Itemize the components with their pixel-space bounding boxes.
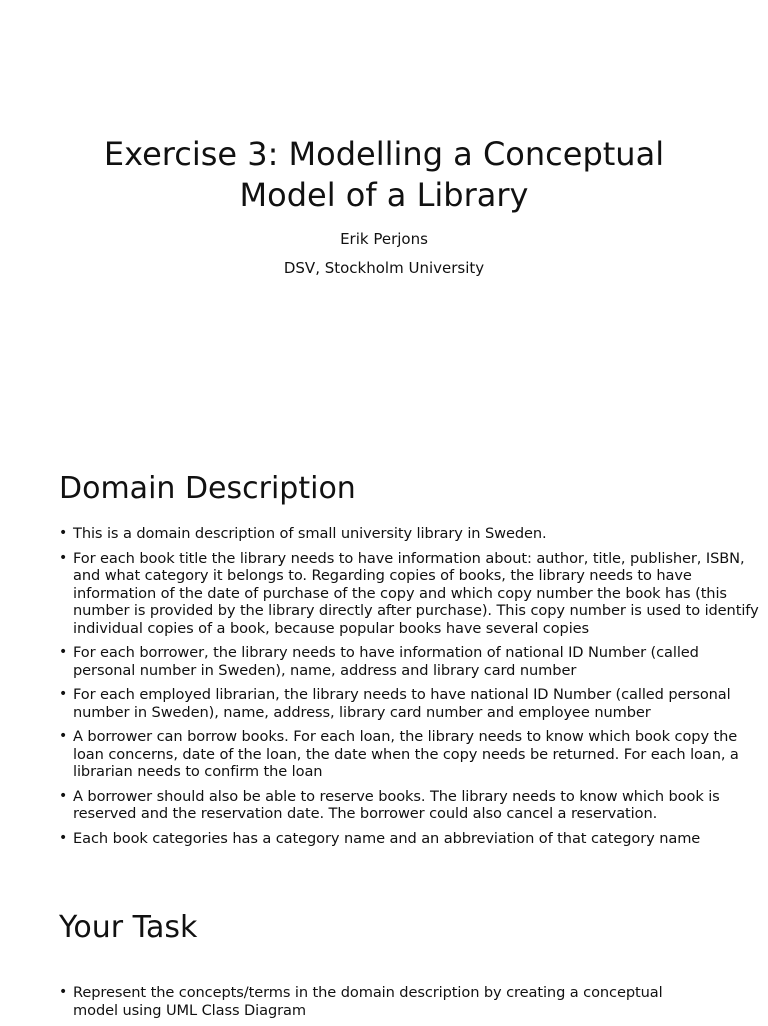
bullet-item [59, 830, 759, 848]
bullet-text-line: Represent the concepts/terms in the domain description by creating a conceptual [73, 984, 663, 1001]
bullet-text-line: This is a domain description of small university library in Sweden. [73, 525, 547, 542]
bullet-marker: • [59, 549, 68, 566]
bullet-text-line: A borrower should also be able to reserve books. The library needs to know which book is [73, 787, 720, 805]
bullet-item [59, 550, 759, 638]
bullet-marker: • [59, 644, 68, 660]
title-line: Model of a Library [239, 176, 529, 215]
bullet-marker: • [59, 686, 68, 702]
bullet-item [59, 525, 759, 543]
bullet-item [59, 788, 759, 823]
bullet-text-line: information of the date of purchase of the copy and which copy number the book has (this [73, 584, 727, 602]
title-line: Exercise 3: Modelling a Conceptual [103, 135, 665, 174]
bullet-marker: • [59, 787, 68, 804]
author-affiliation: DSV, Stockholm University [283, 259, 485, 277]
bullet-text-line: For each borrower, the library needs to have information of national ID Number (called [73, 644, 699, 661]
bullet-text-line: loan concerns, date of the loan, the date when the copy needs be returned. For each loan, a [73, 745, 739, 763]
bullet-marker: • [59, 728, 68, 744]
domain-description-slide [0, 440, 768, 880]
task-slide [0, 880, 768, 1024]
bullet-text-line: number is provided by the library directly after purchase). This copy number is used to identify [73, 602, 759, 619]
slide-heading: Your Task [59, 910, 198, 945]
bullet-item [59, 728, 759, 781]
bullet-text-line: number in Sweden), name, address, library card number and employee number [73, 703, 651, 721]
author-name: Erik Perjons [340, 230, 428, 248]
bullet-text-line: For each employed librarian, the library needs to have national ID Number (called personal [73, 686, 731, 703]
bullet-item [59, 686, 759, 721]
title-slide [0, 0, 768, 440]
bullet-text-line: and what category it belongs to. Regarding copies of books, the library needs to have [73, 567, 692, 584]
slide-heading: Domain Description [59, 471, 356, 506]
bullet-item [59, 644, 759, 679]
bullet-marker: • [59, 525, 68, 541]
bullet-text-line: personal number in Sweden), name, address and library card number [73, 661, 577, 679]
presentation-title [0, 134, 768, 216]
bullet-item [59, 984, 759, 1019]
bullet-text-line: Each book categories has a category name and an abbreviation of that category name [73, 829, 701, 847]
bullet-marker: • [59, 984, 68, 1000]
bullet-text-line: librarian needs to confirm the loan [73, 763, 323, 780]
bullet-text-line: individual copies of a book, because popular books have several copies [73, 619, 590, 637]
bullet-text-line: model using UML Class Diagram [73, 1001, 306, 1019]
bullet-list [59, 984, 759, 1026]
bullet-text-line: A borrower can borrow books. For each loan, the library needs to know which book copy the [73, 728, 738, 745]
bullet-marker: • [59, 829, 68, 846]
bullet-list [59, 525, 759, 854]
bullet-text-line: For each book title the library needs to have information about: author, title, publisher, ISBN, [73, 549, 745, 567]
bullet-text-line: reserved and the reservation date. The borrower could also cancel a reservation. [73, 805, 658, 822]
